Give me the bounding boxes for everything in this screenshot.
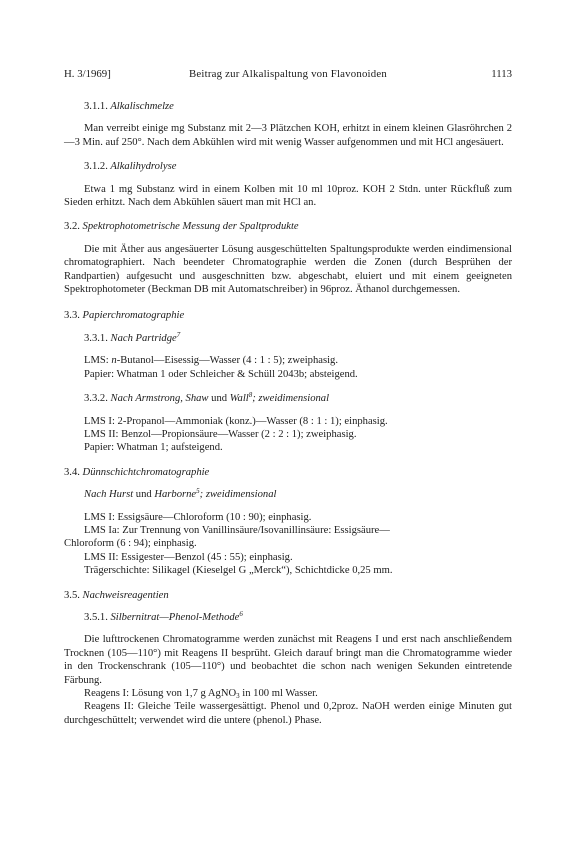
reagent-1-line: Reagens I: Lösung von 1,7 g AgNO$_3$ in 100 ml Wasser. xyxy=(84,688,318,700)
footnote-ref: 7 xyxy=(176,330,181,339)
solvent-line: LMS II: Essigester—Benzol (45 : 55); einphasig. xyxy=(84,551,293,563)
paper-line: Papier: Whatman 1 oder Schleicher & Schüll 2043b; absteigend. xyxy=(84,368,358,380)
solvent-line: LMS: n-Butanol—Eisessig—Wasser (4 : 1 : 5); zweiphasig. xyxy=(84,355,338,367)
section-heading-3-1-2: 3.1.2. Alkalihydrolyse xyxy=(84,161,177,173)
section-heading-3-4: 3.4. Dünnschichtchromatographie xyxy=(64,466,210,478)
journal-issue: H. 3/1969] xyxy=(64,68,111,80)
running-title: Beitrag zur Alkalispaltung von Flavonoiden xyxy=(189,68,387,80)
section-heading-3-3-1: 3.3.1. Nach Partridge$^7$ xyxy=(84,330,181,344)
paragraph-reagent-2: Reagens II: Gleiche Teile wassergesättigt. Phenol und 0,2proz. NaOH werden einige Minuten gut durchgeschüttelt; verwendet wird die untere (phenol.) Phase. xyxy=(64,701,512,726)
footnote-ref: 6 xyxy=(239,609,243,618)
footnote-ref: 8 xyxy=(248,391,253,400)
footnote-ref: 5 xyxy=(196,487,200,496)
section-heading-3-2: 3.2. Spektrophotometrische Messung der Spaltprodukte xyxy=(64,221,299,233)
section-heading-3-5: 3.5. Nachweisreagentien xyxy=(64,589,169,601)
solvent-line-continued: Chloroform (6 : 94); einphasig. xyxy=(64,538,197,550)
subsection-heading: Nach Hurst und Harborne$^5$; zweidimensional xyxy=(84,487,277,501)
paragraph-spektrophotometrie: Die mit Äther aus angesäuerter Lösung ausgeschüttelten Spaltungsprodukte werden eindimensional chromatographiert. Nach beendeter Chromatographie werden die Zonen (durch Besprühen der Randpartien) aufgesucht und ausgeschnitten bzw. abgeschabt, eluiert und mit einem geeigneten Spektrophotometer (Beckman DB mit Automatschreiber) in 96proz. Äthanol durchgemessen. xyxy=(64,243,512,296)
article-body xyxy=(64,100,512,727)
carrier-layer-line: Trägerschichte: Silikagel (Kieselgel G „Merck“), Schichtdicke 0,25 mm. xyxy=(84,565,393,577)
solvent-line: LMS I: 2-Propanol—Ammoniak (konz.)—Wasser (8 : 1 : 1); einphasig. xyxy=(84,415,388,427)
paragraph-alkalischmelze: Man verreibt einige mg Substanz mit 2—3 Plätzchen KOH, erhitzt in einem kleinen Glasröhrchen 2—3 Min. auf 250°. Nach dem Abkühlen wird mit wenig Wasser aufgenommen und mit HCl angesäuert. xyxy=(64,123,512,148)
paragraph-silbernitrat: Die lufttrockenen Chromatogramme werden zunächst mit Reagens I und erst nach anschließendem Trocknen (105—110°) mit Reagens II besprüht. Gleich darauf bringt man die Chromatogramme wieder in den Trockenschrank (105—110°) und beobachtet die schon nach wenigen Sekunden eintretende Färbung. xyxy=(64,634,512,686)
running-header xyxy=(64,68,512,84)
section-heading-3-1-1: 3.1.1. Alkalischmelze xyxy=(84,101,174,112)
section-heading-3-3: 3.3. Papierchromatographie xyxy=(64,310,185,322)
paper-line: Papier: Whatman 1; aufsteigend. xyxy=(84,442,223,454)
section-heading-3-3-2: 3.3.2. Nach Armstrong, Shaw und Wall$^8$; zweidimensional xyxy=(84,391,330,405)
paragraph-alkalihydrolyse: Etwa 1 mg Substanz wird in einem Kolben mit 10 ml 10proz. KOH 2 Stdn. unter Rückfluß zum Sieden erhitzt. Nach dem Abkühlen säuert man mit HCl an. xyxy=(64,183,512,209)
section-heading-3-5-1: 3.5.1. Silbernitrat—Phenol-Methode$^6$ xyxy=(84,609,243,623)
solvent-line: LMS II: Benzol—Propionsäure—Wasser (2 : 2 : 1); zweiphasig. xyxy=(84,428,357,440)
solvent-line: LMS I: Essigsäure—Chloroform (10 : 90); einphasig. xyxy=(84,511,312,523)
solvent-line: LMS Ia: Zur Trennung von Vanillinsäure/Isovanillinsäure: Essigsäure— xyxy=(84,524,390,536)
page-number: 1113 xyxy=(491,68,512,80)
